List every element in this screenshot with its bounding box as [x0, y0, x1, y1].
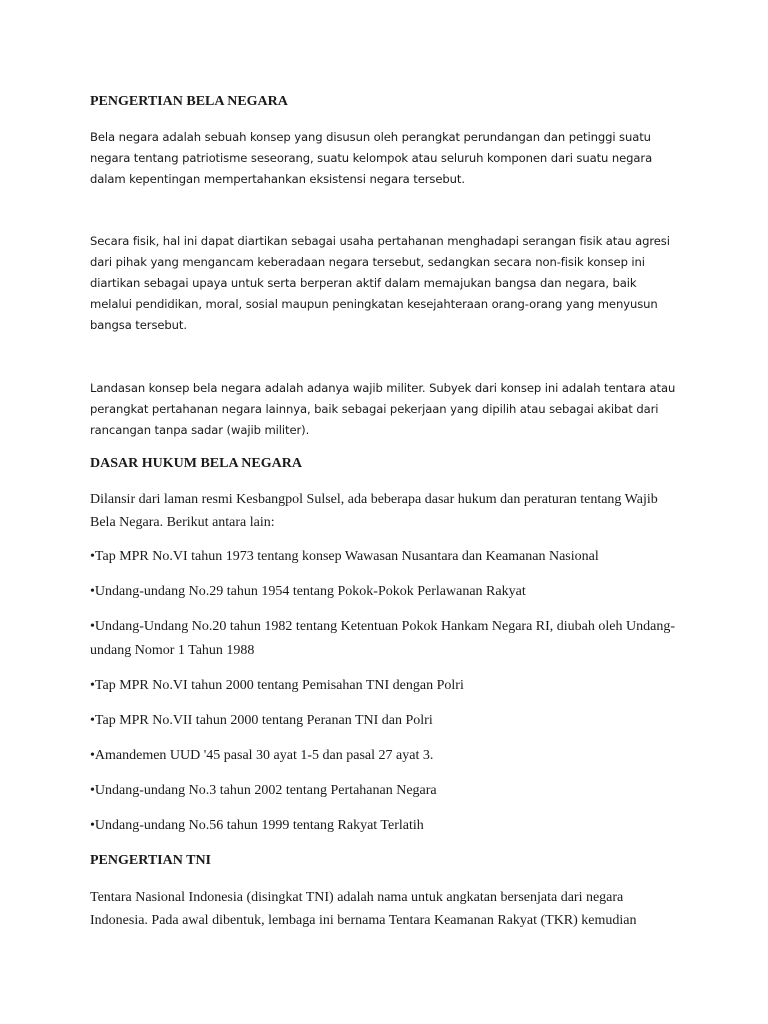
paragraph-definition: Bela negara adalah sebuah konsep yang disusun oleh perangkat perundangan dan petinggi suatu negara tentang patriotisme seseorang, suatu kelompok atau seluruh komponen dari suatu negara dalam kepentingan mempertahankan eksistensi negara tersebut.: [90, 130, 653, 186]
list-item: •Amandemen UUD '45 pasal 30 ayat 1-5 dan pasal 27 ayat 3.: [90, 748, 434, 763]
heading-dasar-hukum: DASAR HUKUM BELA NEGARA: [90, 456, 302, 471]
paragraph-physical: Secara fisik, hal ini dapat diartikan sebagai usaha pertahanan menghadapi serangan fisik atau agresi dari pihak yang mengancam keberadaan negara tersebut, sedangkan secara non-fisik konsep ini diartikan sebagai upaya untuk serta berperan aktif dalam memajukan bangsa dan negara, baik melalui pendidikan, moral, sosial maupun peningkatan kesejahteraan orang-orang yang menyusun bangsa tersebut.: [90, 234, 670, 332]
paragraph-dasar-hukum-intro: Dilansir dari laman resmi Kesbangpol Sulsel, ada beberapa dasar hukum dan peraturan tentang Wajib Bela Negara. Berikut antara lain:: [90, 492, 658, 530]
heading-pengertian-tni: PENGERTIAN TNI: [90, 853, 211, 868]
list-item: •Tap MPR No.VI tahun 1973 tentang konsep Wawasan Nusantara dan Keamanan Nasional: [90, 549, 599, 564]
paragraph-tni-definition: Tentara Nasional Indonesia (disingkat TNI) adalah nama untuk angkatan bersenjata dari negara Indonesia. Pada awal dibentuk, lembaga ini bernama Tentara Keamanan Rakyat (TKR) kemudian: [90, 890, 637, 928]
list-item: •Undang-undang No.3 tahun 2002 tentang Pertahanan Negara: [90, 783, 437, 798]
list-item: •Undang-undang No.29 tahun 1954 tentang Pokok-Pokok Perlawanan Rakyat: [90, 584, 526, 599]
paragraph-landasan: Landasan konsep bela negara adalah adanya wajib militer. Subyek dari konsep ini adalah tentara atau perangkat pertahanan negara lainnya, baik sebagai pekerjaan yang dipilih atau sebagai akibat dari rancangan tanpa sadar (wajib militer).: [90, 381, 676, 437]
document-page: [90, 0, 680, 1024]
list-item: •Undang-undang No.56 tahun 1999 tentang Rakyat Terlatih: [90, 818, 424, 833]
heading-pengertian-bela-negara: PENGERTIAN BELA NEGARA: [90, 94, 288, 109]
list-item: •Undang-Undang No.20 tahun 1982 tentang Ketentuan Pokok Hankam Negara RI, diubah oleh Undang-undang Nomor 1 Tahun 1988: [90, 619, 675, 658]
list-item: •Tap MPR No.VII tahun 2000 tentang Peranan TNI dan Polri: [90, 713, 433, 728]
list-item: •Tap MPR No.VI tahun 2000 tentang Pemisahan TNI dengan Polri: [90, 678, 464, 693]
